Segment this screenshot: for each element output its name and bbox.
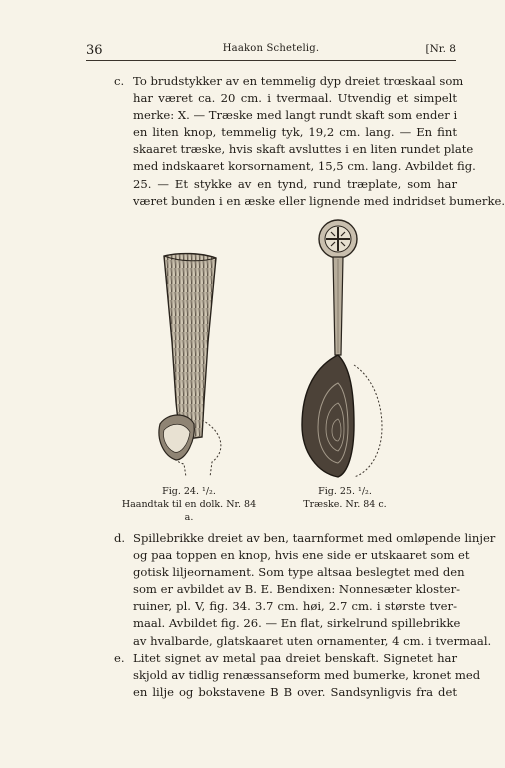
paragraph-line: en liten knop, temmelig tyk, 19,2 cm. lang. — En fint (133, 125, 457, 140)
running-header (86, 40, 456, 61)
figure-25-caption (290, 485, 400, 511)
paragraph-line: været bunden i en æske eller lignende med indridset bumerke. (133, 193, 505, 208)
paragraph-line: ruiner, pl. V, fig. 34. 3.7 cm. høi, 2.7 cm. i største tver- (133, 599, 457, 614)
paragraph-e-marker: e. (114, 651, 125, 665)
figure-label: Fig. 25. ¹/₂. (318, 486, 372, 497)
paragraph-line: og paa toppen en knop, hvis ene side er utskaaret som et (133, 548, 470, 563)
paragraph-c (133, 73, 505, 210)
figure-24-caption (118, 485, 260, 524)
figure-25-wooden-spoon (296, 215, 386, 483)
paragraph-line: en lilje og bokstavene B B over. Sandsynligvis fra det (133, 685, 457, 700)
paragraph-line: maal. Avbildet fig. 26. — En flat, sirkelrund spillebrikke (133, 616, 461, 631)
paragraph-line: merke: X. — Træske med langt rundt skaft som ender i (133, 108, 458, 123)
paragraph-line: 25. — Et stykke av en tynd, rund træplate, som har (133, 176, 457, 191)
paragraph-line: gotisk liljeornament. Som type altsaa beslegtet med den (133, 565, 465, 580)
dagger-handle-illustration (150, 252, 230, 477)
paragraph-line: av hvalbarde, glatskaaret uten ornamenter, 4 cm. i tvermaal. (133, 633, 492, 648)
wooden-spoon-illustration (296, 215, 386, 483)
paragraph-line: Litet signet av metal paa dreiet benskaft. Signetet har (133, 651, 457, 665)
figure-24-dagger-handle (150, 252, 230, 477)
paragraph-line: To brudstykker av en temmelig dyp dreiet trœskaal som (133, 74, 464, 88)
figure-label: Fig. 24. ¹/₂. (162, 486, 216, 497)
paragraph-d-marker: d. (114, 531, 126, 545)
paragraph-c-marker: c. (114, 74, 125, 88)
paragraph-line: som er avbildet av B. E. Bendixen: Nonnesæter kloster- (133, 582, 461, 597)
paragraph-line: med indskaaret korsornament, 15,5 cm. lang. Avbildet fig. (133, 159, 476, 174)
page-number: 36 (86, 43, 103, 58)
figure-title: Træske. Nr. 84 c. (303, 499, 387, 510)
paragraph-d (133, 530, 496, 650)
paragraph-line: skaaret træske, hvis skaft avsluttes i en liten rundet plate (133, 142, 474, 157)
paragraph-line: Spillebrikke dreiet av ben, taarnformet med omløpende linjer (133, 531, 496, 545)
figure-title: Haandtak til en dolk. Nr. 84 a. (121, 499, 257, 523)
running-title: Haakon Schetelig. (222, 43, 320, 54)
paragraph-line: skjold av tidlig renæssanseform med bumerke, kronet med (133, 668, 481, 683)
paragraph-line: har været ca. 20 cm. i tvermaal. Utvendig et simpelt (133, 91, 457, 106)
paragraph-e (133, 650, 481, 701)
issue-number: [Nr. 8 (425, 43, 456, 55)
